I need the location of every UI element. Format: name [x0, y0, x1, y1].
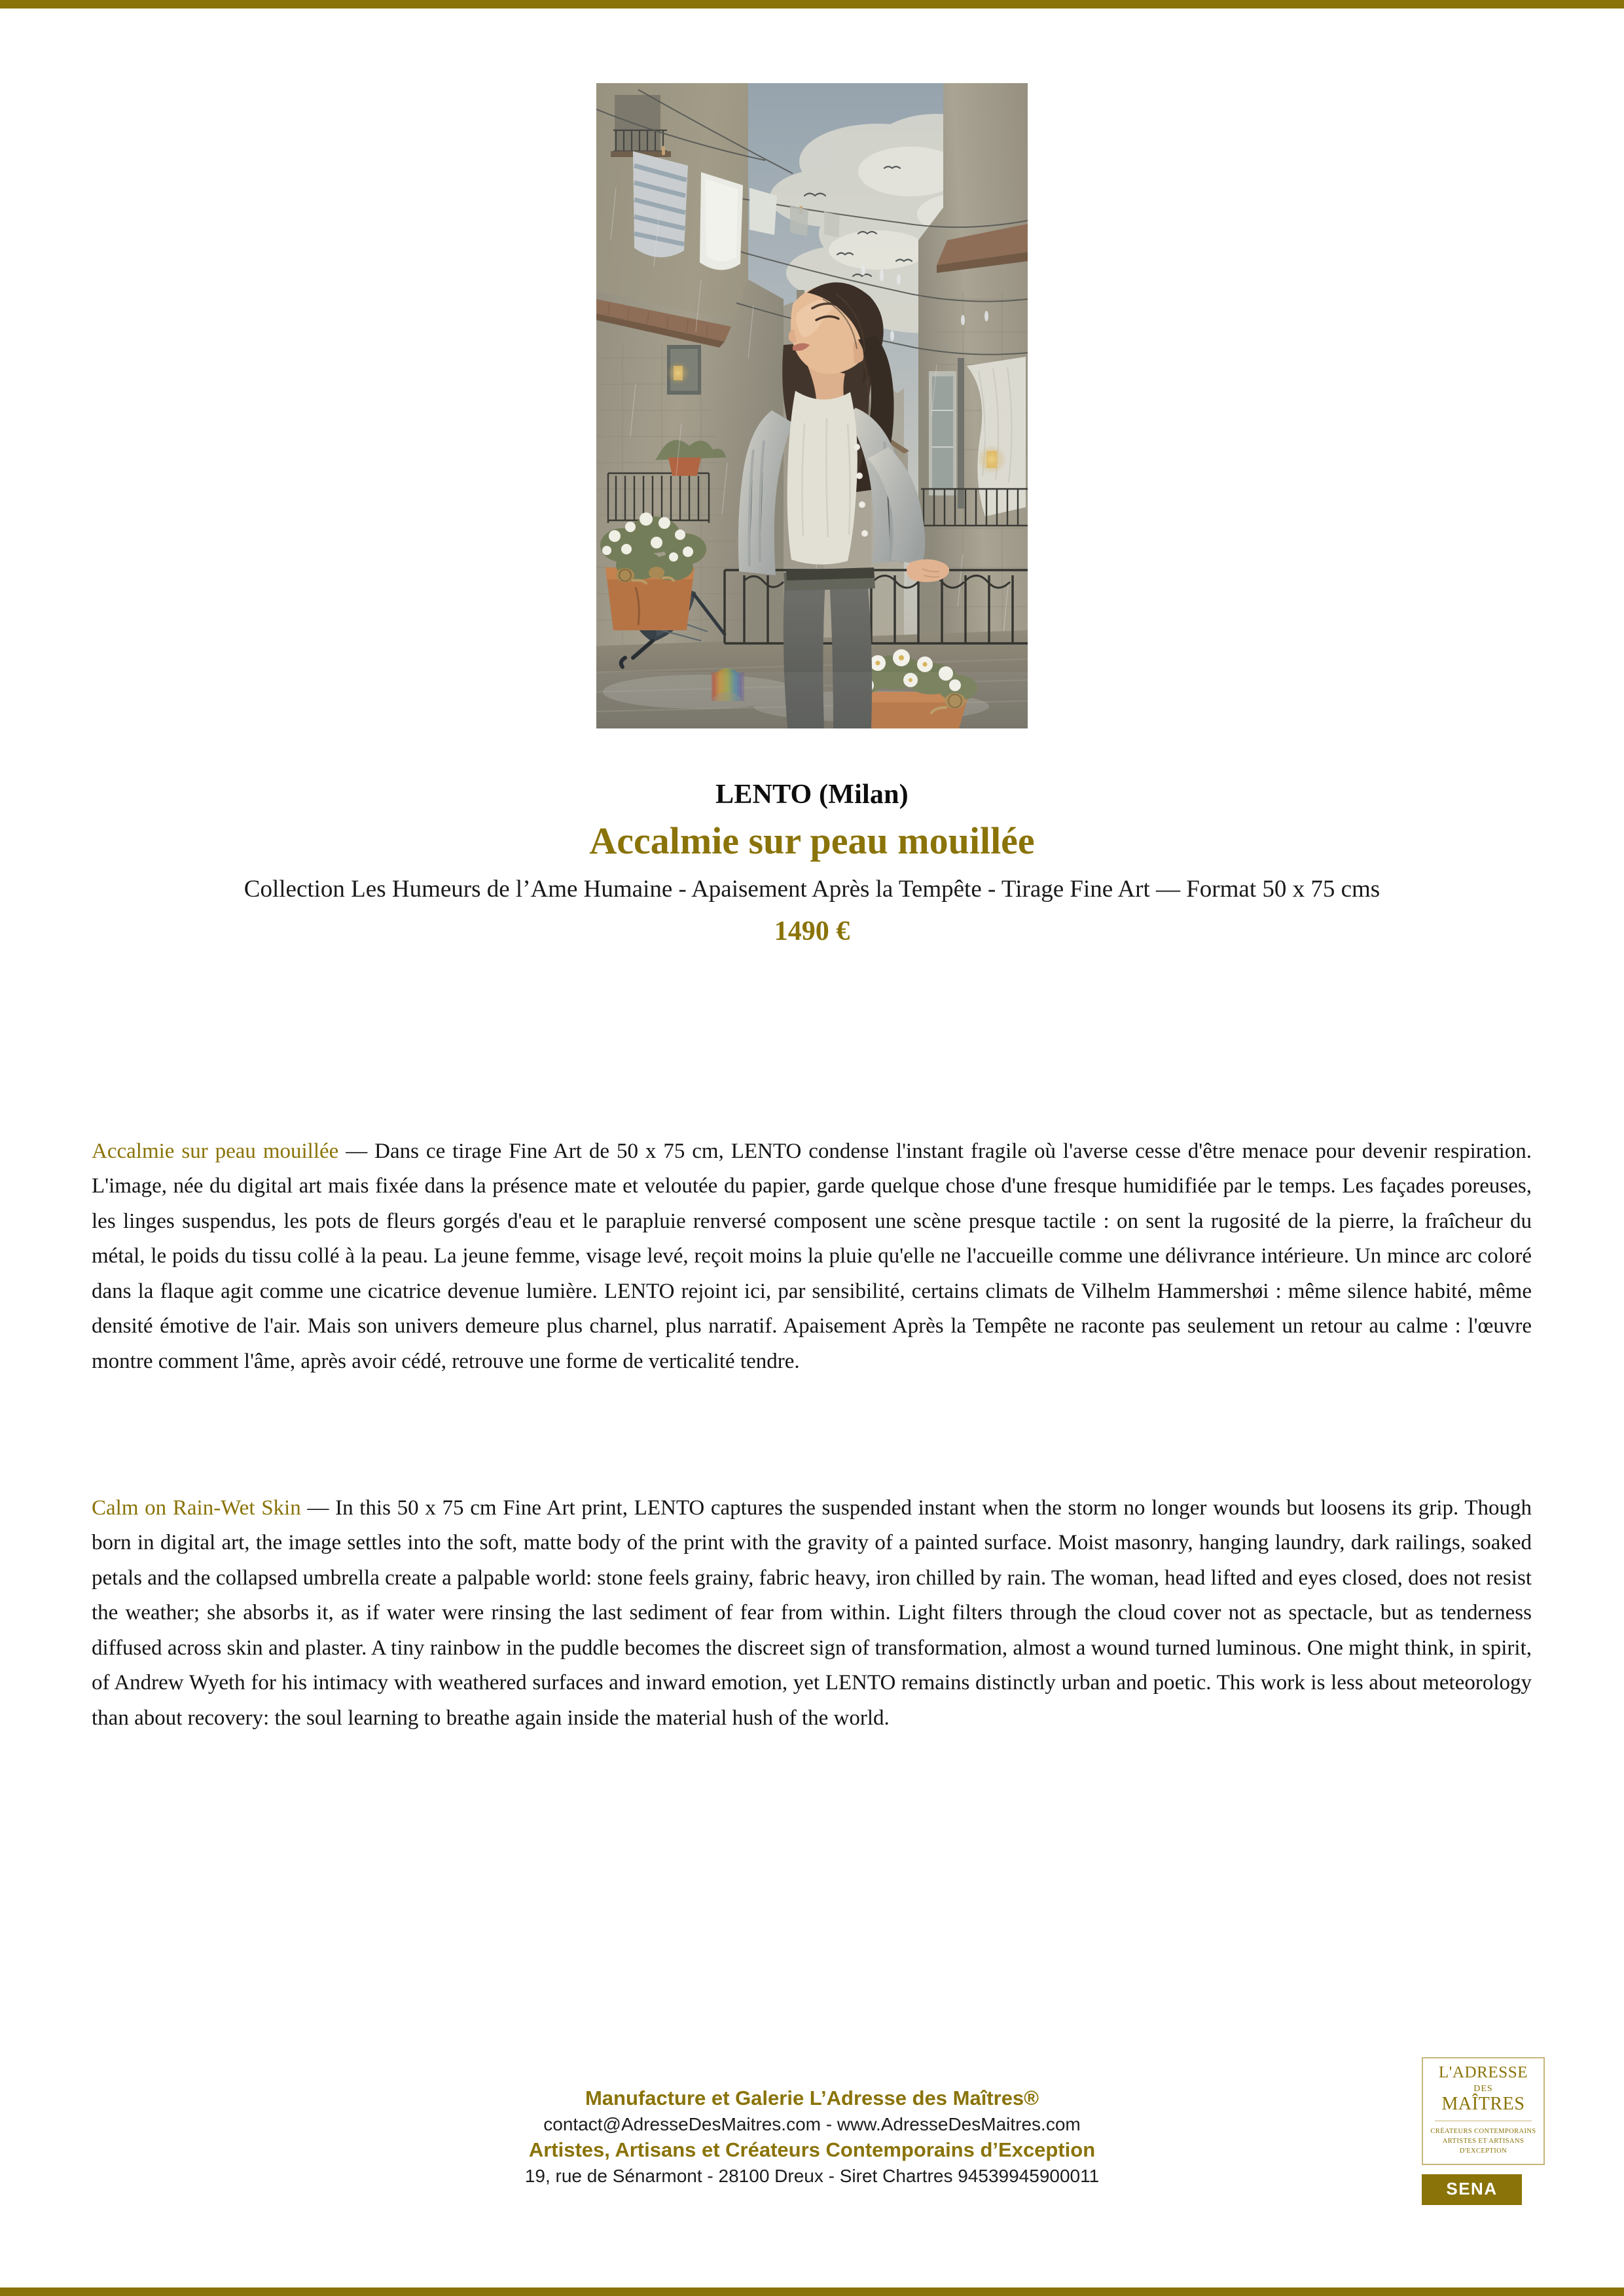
- paragraph-french-text: — Dans ce tirage Fine Art de 50 x 75 cm, LENTO condense l'instant fragile où l'averse cesse d'être menace pour devenir respiration. L'image, née du digital art mais fixée dans la présence mate et veloutée du papier, garde quelque chose d'une fresque humidifiée par le temps. Les façades poreuses, les linges suspendus, les pots de fleurs gorgés d'eau et le parapluie renversé composent une scène presque tactile : on sent la rugosité de la pierre, la fraîcheur du métal, le poids du tissu collé à la peau. La jeune femme, visage levé, reçoit moins la pluie qu'elle ne l'accueille comme une délivrance intérieure. Un mince arc coloré dans la flaque agit comme une cicatrice devenue lumière. LENTO rejoint ici, par sensibilité, certains climats de Vilhelm Hammershøi : même silence habité, même densité émotive de l'air. Mais son univers demeure plus charnel, plus narratif. Apaisement Après la Tempête ne raconte pas seulement un retour au calme : l'œuvre montre comment l'âme, après avoir cédé, retrouve une forme de verticalité tendre.: [92, 1139, 1532, 1373]
- paragraph-english: [92, 1491, 1532, 1736]
- artwork-image: [596, 83, 1028, 728]
- paragraph-english-text: — In this 50 x 75 cm Fine Art print, LENTO captures the suspended instant when the storm no longer wounds but loosens its grip. Though born in digital art, the image settles into the soft, matte body of the print with the gravity of a painted surface. Moist masonry, hanging laundry, dark railings, soaked petals and the collapsed umbrella create a palpable world: stone feels grainy, fabric heavy, iron chilled by rain. The woman, head lifted and eyes closed, does not resist the weather; she absorbs it, as if water were rinsing the last sediment of fear from within. Light filters through the cloud cover not as spectacle, but as tenderness diffused across skin and plaster. A tiny rainbow in the puddle becomes the discreet sign of transformation, almost a wound turned luminous. One might think, in spirit, of Andrew Wyeth for his intimacy with weathered surfaces and inward emotion, yet LENTO remains distinctly urban and poetic. This work is less about meteorology than about recovery: the soul learning to breathe again inside the material hush of the world.: [92, 1496, 1532, 1730]
- paragraph-french-lead: Accalmie sur peau mouillée: [92, 1139, 339, 1163]
- footer-address: 19, rue de Sénarmont - 28100 Dreux - Siret Chartres 94539945900011: [524, 2165, 1100, 2186]
- paragraph-french: [92, 1134, 1532, 1379]
- footer-tagline: Artistes, Artisans et Créateurs Contemporains d’Exception: [528, 2138, 1096, 2162]
- artwork-caption-block: [98, 779, 1526, 948]
- brand-logo-line-3: MAÎTRES: [1441, 2093, 1525, 2114]
- paragraph-english-lead: Calm on Rain-Wet Skin: [92, 1496, 301, 1520]
- brand-logo-card: [1422, 2057, 1545, 2165]
- brand-logo-line-1: L'ADRESSE: [1438, 2064, 1528, 2081]
- description-french: [92, 1113, 1532, 1401]
- footer-company-name: Manufacture et Galerie L’Adresse des Maîtres®: [585, 2087, 1039, 2109]
- brand-logo-sub-1: CRÉATEURS CONTEMPORAINS: [1430, 2127, 1536, 2135]
- brand-logo-line-2: DES: [1473, 2083, 1493, 2094]
- description-english: [92, 1469, 1532, 1757]
- artwork-title: Accalmie sur peau mouillée: [589, 819, 1035, 863]
- top-gold-rule: [0, 0, 1624, 9]
- artwork-price: 1490 €: [774, 916, 850, 947]
- artwork-subtitle: Collection Les Humeurs de l’Ame Humaine - Apaisement Après la Tempête - Tirage Fine Art — Format 50 x 75 cms: [244, 875, 1380, 903]
- brand-logo-sub-3: D'EXCEPTION: [1459, 2147, 1507, 2155]
- sena-badge: SENA: [1422, 2174, 1522, 2205]
- brand-logo-block: [1422, 2057, 1545, 2205]
- bottom-gold-rule: [0, 2287, 1624, 2296]
- rain-street-painting-illustration: [596, 83, 1028, 728]
- artist-name: LENTO (Milan): [715, 780, 909, 810]
- brand-logo-sub-2: ARTISTES ET ARTISANS: [1442, 2137, 1525, 2145]
- footer-contact[interactable]: contact@AdresseDesMaitres.com - www.AdresseDesMaitres.com: [543, 2113, 1081, 2134]
- page-footer: [0, 2085, 1624, 2188]
